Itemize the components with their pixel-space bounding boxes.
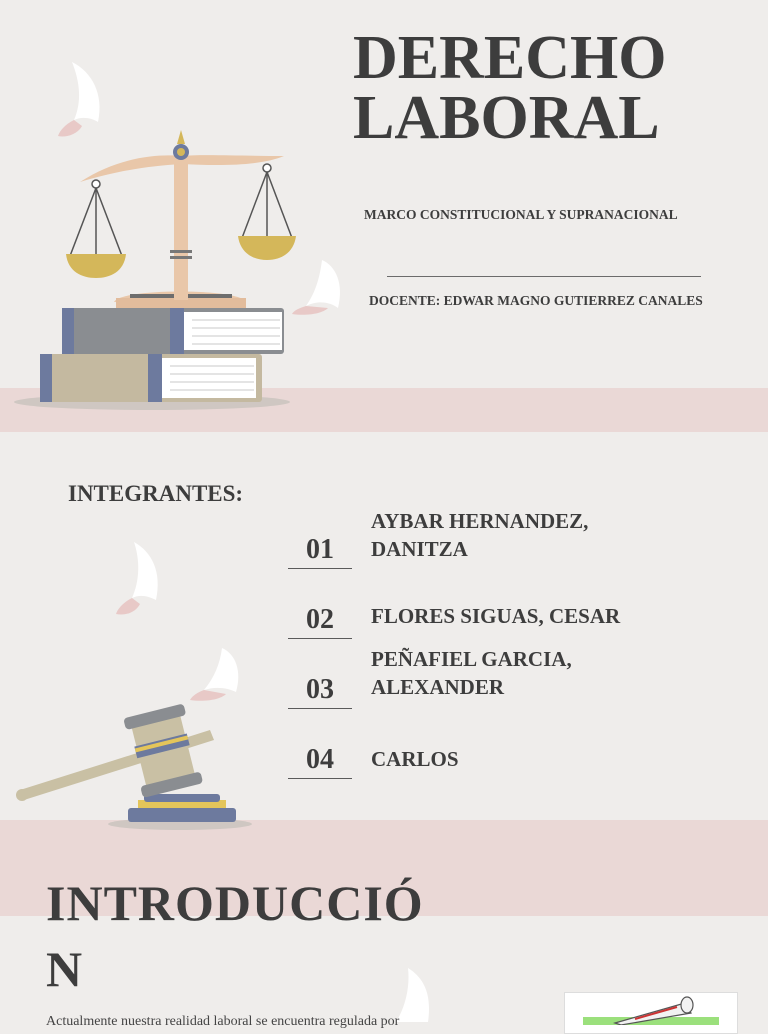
member-name: FLORES SIGUAS, CESAR [371,604,621,628]
scale-of-justice-icon [10,126,310,416]
member-number: 04 [288,744,352,779]
member-number: 02 [288,604,352,639]
page-title [353,24,713,152]
members-heading: INTEGRANTES: [68,481,244,506]
intro-heading-line-1: INTRODUCCIÓ [46,875,424,931]
intro-paragraph: Actualmente nuestra realidad laboral se encuentra regulada por [46,1014,400,1029]
floating-paper-icon [190,644,244,702]
newspaper-icon [565,993,737,1025]
gavel-icon [14,700,264,832]
member-name: AYBAR HERNANDEZ, DANITZA [371,509,589,561]
subtitle: MARCO CONSTITUCIONAL Y SUPRANACIONAL [364,207,678,222]
member-number: 01 [288,534,352,569]
intro-heading-line-2: N [46,941,84,997]
title-line-1: DERECHO [353,24,667,92]
member-name: PEÑAFIEL GARCIA, ALEXANDER [371,647,572,699]
title-line-2: LABORAL [353,84,660,152]
newspaper-image [564,992,738,1034]
member-name: CARLOS [371,747,459,771]
intro-heading [46,870,446,1002]
member-number: 03 [288,674,352,709]
teacher-name: DOCENTE: EDWAR MAGNO GUTIERREZ CANALES [369,293,703,308]
floating-paper-icon [112,538,164,618]
divider-line [387,276,701,277]
